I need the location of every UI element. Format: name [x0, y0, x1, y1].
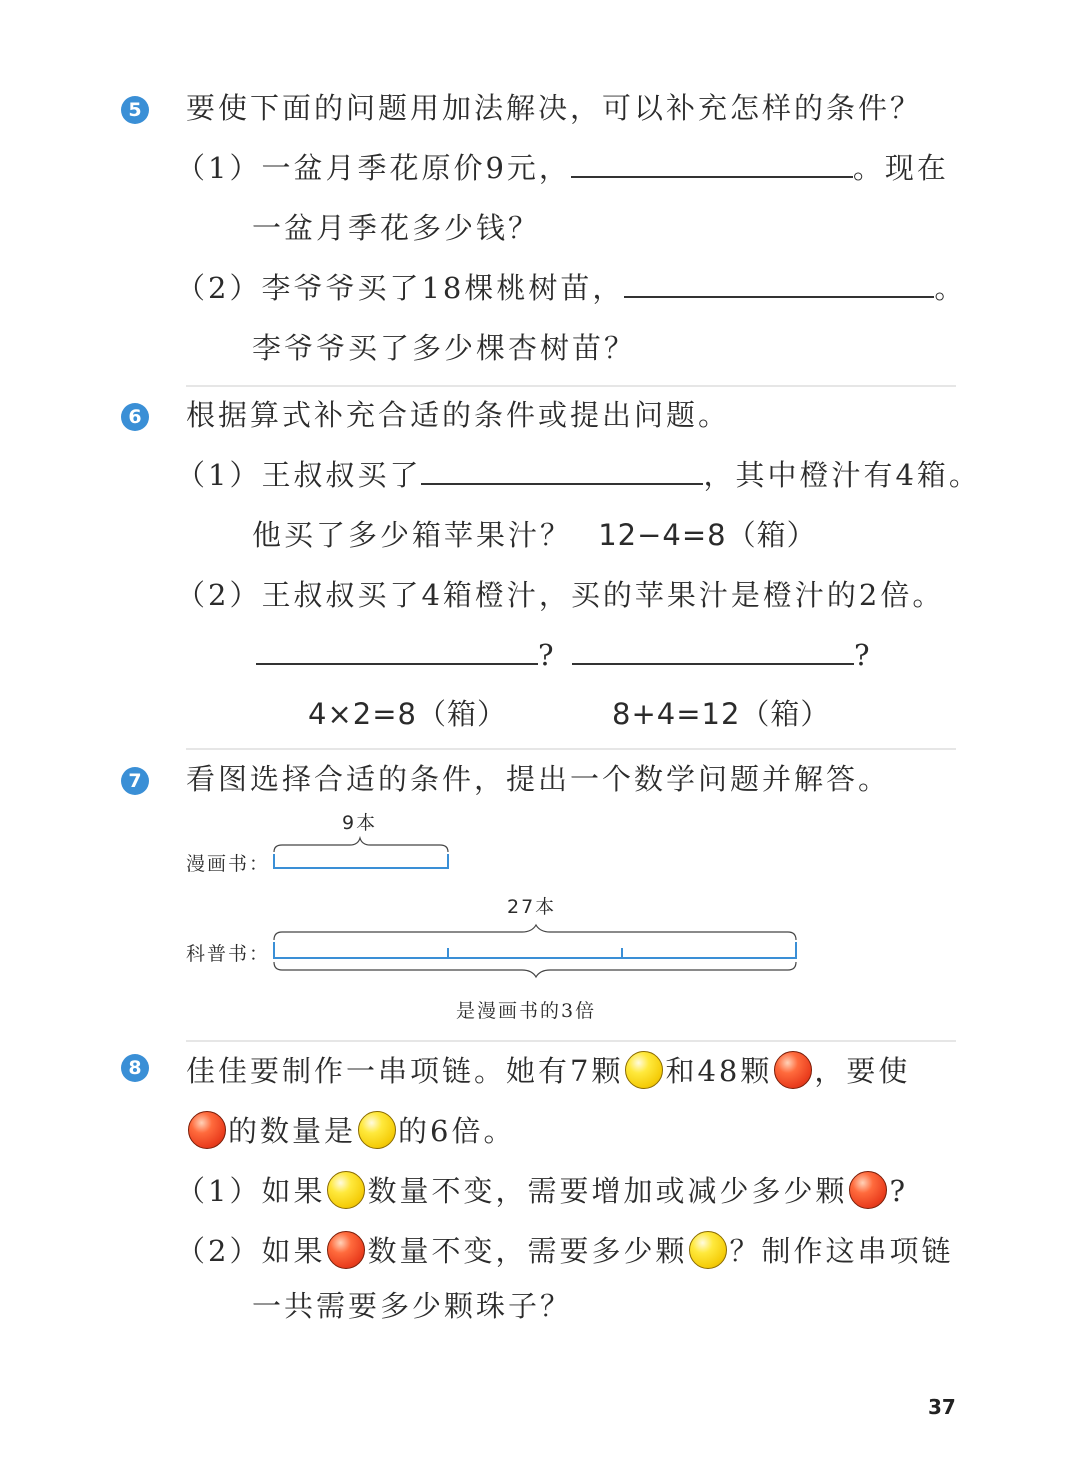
yellow-bead-icon [358, 1111, 396, 1149]
q5-part2-question: 李爷爷买了多少棵杏树苗？ [252, 331, 637, 365]
divider [186, 748, 956, 750]
q6-part1-question [252, 518, 817, 552]
q8-part1-text-b: 数量不变，需要增加或减少多少颗 [367, 1174, 848, 1208]
q6-part1 [176, 458, 981, 492]
comic-bar [274, 854, 448, 868]
segment-diagram [260, 830, 820, 990]
science-bar [274, 942, 796, 958]
q6-part2-blank-right[interactable] [572, 641, 854, 665]
question-7-title: 看图选择合适的条件，提出一个数学问题并解答。 [186, 762, 891, 796]
red-bead-icon [774, 1051, 812, 1089]
question-5-badge: 5 [121, 96, 149, 124]
q6-equation-left: 4×2=8（箱） [308, 697, 507, 731]
q6-part2-question-left [256, 638, 557, 672]
q8-line1-text-c: ，要使 [814, 1054, 911, 1088]
q5-part1-suffix: 。现在 [852, 151, 949, 185]
q5-part2 [176, 271, 967, 305]
comic-label: 漫画书： [186, 853, 271, 875]
q5-part1-text: （1）一盆月季花原价9元， [176, 151, 571, 185]
q5-part1-question: 一盆月季花多少钱？ [252, 211, 541, 245]
q8-part1-text-a: （1）如果 [176, 1174, 326, 1208]
q5-part1 [176, 151, 949, 185]
question-6-title: 根据算式补充合适的条件或提出问题。 [186, 398, 731, 432]
q8-part1 [176, 1174, 908, 1212]
q8-part2-text-c: ？制作这串项链 [729, 1234, 954, 1268]
relation-label: 是漫画书的3倍 [456, 1000, 597, 1022]
q8-part2 [176, 1234, 953, 1272]
science-brace-bottom [274, 962, 796, 977]
q8-line1-text-a: 佳佳要制作一串项链。她有7颗 [186, 1054, 624, 1088]
q8-part2-text-a: （2）如果 [176, 1234, 326, 1268]
q5-part2-blank[interactable] [624, 274, 934, 298]
q6-part1-blank[interactable] [421, 461, 703, 485]
red-bead-icon [327, 1231, 365, 1269]
divider [186, 385, 956, 387]
question-8-badge: 8 [121, 1054, 149, 1082]
q6-part1-equation: 12−4=8（箱） [598, 518, 817, 552]
comic-value: 9本 [342, 812, 378, 834]
red-bead-icon [188, 1111, 226, 1149]
yellow-bead-icon [327, 1171, 365, 1209]
q8-line2-text-b: 的6倍。 [398, 1114, 516, 1148]
page-number: 37 [928, 1395, 956, 1419]
science-value: 27本 [507, 896, 557, 918]
q8-part2-text-b: 数量不变，需要多少颗 [367, 1234, 688, 1268]
q5-part2-suffix: 。 [934, 271, 967, 305]
q6-part1-question-text: 他买了多少箱苹果汁？ [252, 518, 573, 552]
q6-part2-question-right [572, 638, 873, 672]
q6-part2-qmark-right: ? [854, 638, 873, 672]
q6-part2-qmark-left: ? [538, 638, 557, 672]
question-7-badge: 7 [121, 767, 149, 795]
question-5-title: 要使下面的问题用加法解决，可以补充怎样的条件？ [186, 91, 923, 125]
q5-part1-blank[interactable] [571, 154, 853, 178]
q6-part2: （2）王叔叔买了4箱橙汁，买的苹果汁是橙汁的2倍。 [176, 578, 945, 612]
question-6-badge: 6 [121, 403, 149, 431]
q8-line1-text-b: 和48颗 [665, 1054, 773, 1088]
yellow-bead-icon [689, 1231, 727, 1269]
q6-equation-right: 8+4=12（箱） [612, 697, 831, 731]
science-brace-top [274, 925, 796, 940]
q8-line1 [186, 1054, 910, 1092]
q8-part2-question: 一共需要多少颗珠子？ [252, 1289, 573, 1323]
q8-part1-text-c: ? [889, 1174, 909, 1208]
comic-brace [274, 838, 448, 852]
q6-part1-suffix: ，其中橙汁有4箱。 [703, 458, 981, 492]
divider [186, 1040, 956, 1042]
q8-line2-text-a: 的数量是 [228, 1114, 357, 1148]
q8-line2 [186, 1114, 515, 1152]
red-bead-icon [849, 1171, 887, 1209]
yellow-bead-icon [625, 1051, 663, 1089]
science-label: 科普书： [186, 943, 271, 965]
q5-part2-text: （2）李爷爷买了18棵桃树苗， [176, 271, 625, 305]
q6-part1-text: （1）王叔叔买了 [176, 458, 422, 492]
q6-part2-blank-left[interactable] [256, 641, 538, 665]
